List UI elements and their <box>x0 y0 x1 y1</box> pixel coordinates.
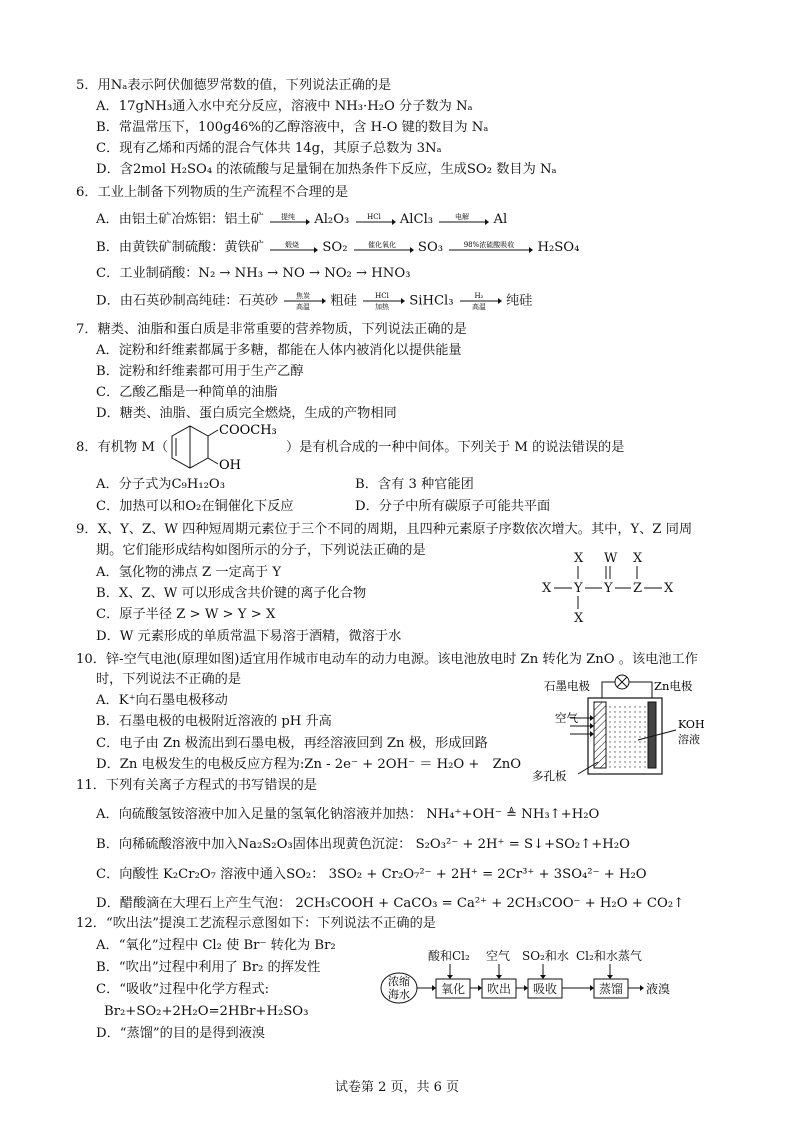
q12-input-3: SO₂和水 <box>522 949 569 963</box>
q6-b-arrow-2 <box>352 241 414 255</box>
q5-option-b: B．常温常压下，100g46%的乙醇溶液中，含 H-O 键的数目为 Nₐ <box>96 120 489 135</box>
q7-option-b: B．淀粉和纤维素都可用于生产乙醇 <box>96 364 304 379</box>
q10-label-solution: 溶液 <box>678 733 700 746</box>
q10-stem-1: 10．锌-空气电池(原理如图)适宜用作城市电动车的动力电源。该电池放电时 Zn 转化为 ZnO 。该电池工作 <box>76 652 698 667</box>
q11-option-d <box>96 894 684 914</box>
q6-d-label-top-1: 焦炭 <box>296 292 311 300</box>
q6-a-prefix: A．由铝土矿冶炼铝：铝土矿 <box>96 212 264 227</box>
q10-option-c: C．电子由 Zn 极流出到石墨电极，再经溶液回到 Zn 极，形成回路 <box>96 736 488 751</box>
q11-a-eq: NH₄⁺+OH⁻ ≜ NH₃↑+H₂O <box>426 807 600 822</box>
q11-a-text: A．向硫酸氢铵溶液中加入足量的氢氧化钠溶液并加热： <box>96 807 423 822</box>
q7-option-a: A．淀粉和纤维素都属于多糖，都能在人体内被消化以提供能量 <box>96 343 462 358</box>
q6-b-step-2: SO₃ <box>417 240 444 255</box>
q7-option-d: D．糖类、油脂、蛋白质完全燃烧，生成的产物相同 <box>96 406 397 421</box>
q8-option-b: B．含有 3 种官能团 <box>355 477 474 492</box>
q10-label-zn: Zn电极 <box>654 679 693 693</box>
q5-option-d: D．含2mol H₂SO₄ 的浓硫酸与足量铜在加热条件下反应，生成SO₂ 数目为 Nₐ <box>96 162 557 177</box>
q11-c-text: C．向酸性 K₂Cr₂O₇ 溶液中通入SO₂： <box>96 867 325 882</box>
q9-atom-x-top: X <box>574 551 584 566</box>
q6-b-prefix: B．由黄铁矿制硫酸：黄铁矿 <box>96 240 264 255</box>
q12-option-c-equation: Br₂+SO₂+2H₂O=2HBr+H₂SO₃ <box>104 1004 309 1019</box>
q6-b-step-3: H₂SO₄ <box>537 240 580 255</box>
q12-stem: 12．“吹出法”提溴工艺流程示意图如下：下列说法不正确的是 <box>76 916 436 931</box>
q10-label-air: 空气 <box>555 711 578 725</box>
q6-a-step-1: Al₂O₃ <box>314 212 350 227</box>
q12-step-4: 蒸馏 <box>598 982 624 996</box>
q8-stem-suffix: ）是有机合成的一种中间体。下列关于 M 的说法错误的是 <box>286 440 625 455</box>
q12-step-3: 吸收 <box>532 982 558 996</box>
q5-stem: 5．用Nₐ表示阿伏伽德罗常数的值，下列说法正确的是 <box>76 78 392 93</box>
q6-b-label-1: 煅烧 <box>285 240 300 249</box>
q6-d-arrow-2 <box>361 291 405 311</box>
q11-c-eq: 3SO₂ + Cr₂O₇²⁻ + 2H⁺ = 2Cr³⁺ + 3SO₄²⁻ + H₂O <box>328 867 647 882</box>
q12-end: 液溴 <box>646 982 671 996</box>
q7-option-c: C．乙酸乙酯是一种简单的油脂 <box>96 385 278 400</box>
q6-d-label-top-3: H₂ <box>474 292 484 300</box>
q6-option-c: C．工业制硝酸：N₂ → NH₃ → NO → NO₂ → HNO₃ <box>96 266 411 281</box>
q9-stem-1: 9．X、Y、Z、W 四种短周期元素位于三个不同的周期，且四种元素原子序数依次增大。其中，Y、Z 同周 <box>76 522 693 537</box>
q10-option-d: D．Zn 电极发生的电极反应方程为:Zn - 2e⁻ + 2OH⁻ ＝ H₂O + ZnO <box>96 757 522 772</box>
q7-stem: 7．糖类、油脂和蛋白质是非常重要的营养物质，下列说法正确的是 <box>76 322 467 337</box>
q9-atom-x-top-right: X <box>633 551 643 566</box>
q9-option-b: B．X、Z、W 可以形成含共价键的离子化合物 <box>96 586 367 601</box>
q6-a-step-3: Al <box>493 212 508 227</box>
q9-structure <box>538 548 688 626</box>
q6-stem: 6．工业上制备下列物质的生产流程不合理的是 <box>76 185 349 200</box>
q11-d-eq: 2CH₃COOH + CaCO₃ = Ca²⁺ + 2CH₃COO⁻ + H₂O + CO₂↑ <box>295 896 685 911</box>
q8-stem-prefix: 8．有机物 M（ <box>76 440 169 455</box>
q6-a-arrow-1 <box>268 213 310 227</box>
q11-b-eq: S₂O₃²⁻ + 2H⁺ = S↓+SO₂↑+H₂O <box>415 837 630 852</box>
q10-label-graphite: 石墨电极 <box>544 679 590 693</box>
q6-option-d <box>96 291 532 312</box>
q6-option-b <box>96 238 579 258</box>
q6-a-arrow-2 <box>354 213 396 227</box>
q6-b-label-3: 98%浓硫酸吸收 <box>463 240 515 249</box>
q6-b-arrow-3 <box>447 241 533 255</box>
q12-option-c: C．“吸收”过程中化学方程式: <box>96 982 270 997</box>
q12-step-1: 氧化 <box>440 982 466 996</box>
q9-atom-w-top: W <box>604 551 618 566</box>
q11-option-c <box>96 865 647 885</box>
q12-input-4: Cl₂和水蒸气 <box>576 949 642 963</box>
q12-option-a: A．“氧化”过程中 Cl₂ 使 Br⁻ 转化为 Br₂ <box>96 938 336 953</box>
q8-structure <box>160 418 290 474</box>
q6-d-label-bottom-3: 高温 <box>471 303 486 311</box>
q11-b-text: B．向稀硫酸溶液中加入Na₂S₂O₃固体出现黄色沉淀： <box>96 837 412 852</box>
q9-option-c: C．原子半径 Z > W > Y > X <box>96 607 276 622</box>
q10-label-koh: KOH <box>678 718 705 731</box>
q9-option-a: A．氢化物的沸点 Z 一定高于 Y <box>96 565 282 580</box>
q6-d-step-1: 粗硅 <box>330 293 357 309</box>
q8-option-c: C．加热可以和O₂在铜催化下反应 <box>96 499 294 514</box>
q6-a-label-3: 电解 <box>455 212 470 221</box>
q8-option-a: A．分子式为C₉H₁₂O₃ <box>96 477 226 492</box>
q6-a-step-2: AlCl₃ <box>399 212 434 227</box>
q9-option-d: D．W 元素形成的单质常温下易溶于酒精，微溶于水 <box>96 629 402 644</box>
q12-step-2: 吹出 <box>486 982 512 996</box>
q6-d-prefix: D．由石英砂制高纯硅：石英砂 <box>96 293 279 309</box>
q6-d-step-2: SiHCl₃ <box>409 293 454 309</box>
q6-b-arrow-1 <box>268 241 318 255</box>
q6-b-step-1: SO₂ <box>322 240 348 255</box>
q8-option-d: D．分子中所有碳原子可能共平面 <box>355 499 551 514</box>
q6-d-label-bottom-2: 加热 <box>375 303 389 311</box>
q5-option-a: A．17gNH₃通入水中充分反应，溶液中 NH₃·H₂O 分子数为 Nₐ <box>96 99 473 114</box>
q12-input-2: 空气 <box>486 949 511 963</box>
q9-atom-x-left: X <box>542 581 552 596</box>
q6-d-step-3: 纯硅 <box>505 293 533 309</box>
q11-stem: 11．下列有关离子方程式的书写错误的是 <box>76 778 317 793</box>
q6-d-arrow-3 <box>458 291 502 311</box>
q6-d-label-bottom-1: 高温 <box>296 303 311 311</box>
q10-option-b: B．石墨电极的电极附近溶液的 pH 升高 <box>96 714 332 729</box>
q10-battery-diagram <box>528 670 720 785</box>
q9-atom-y-2: Y <box>604 581 613 596</box>
q11-option-a <box>96 805 599 825</box>
q12-flow-diagram <box>378 948 694 1006</box>
q12-input-1: 酸和Cl₂ <box>428 949 470 963</box>
q5-option-c: C．现有乙烯和丙烯的混合气体共 14g，其原子总数为 3Nₐ <box>96 141 442 156</box>
q8-struct-cooch3: COOCH₃ <box>219 423 277 438</box>
q12-start-1: 浓缩 <box>388 975 410 988</box>
q6-a-arrow-3 <box>437 213 489 227</box>
q12-option-d: D．“蒸馏”的目的是得到液溴 <box>96 1026 266 1041</box>
q9-atom-x-right: X <box>664 581 674 596</box>
q9-atom-y-1: Y <box>574 581 583 596</box>
q6-d-label-top-2: HCl <box>375 292 389 300</box>
q11-d-text: D．醋酸滴在大理石上产生气泡： <box>96 896 292 911</box>
q6-a-label-2: HCl <box>366 212 381 221</box>
q10-option-a: A．K⁺向石墨电极移动 <box>96 693 228 708</box>
q8-struct-oh: OH <box>219 458 241 473</box>
q6-d-arrow-1 <box>282 291 326 311</box>
q9-atom-x-bottom: X <box>574 611 584 626</box>
q11-option-b <box>96 835 630 855</box>
q6-b-label-2: 催化氧化 <box>367 240 396 249</box>
q6-a-label-1: 提纯 <box>280 212 295 221</box>
page-footer: 试卷第 2 页，共 6 页 <box>334 1080 460 1095</box>
q9-atom-z: Z <box>633 581 643 596</box>
q9-stem-2: 期。它们能形成结构如图所示的分子，下列说法正确的是 <box>96 543 426 558</box>
q10-label-porous: 多孔板 <box>532 769 567 783</box>
q10-stem-2: 时，下列说法不正确的是 <box>96 672 242 687</box>
q12-start-2: 海水 <box>388 988 410 1001</box>
q6-option-a <box>96 210 507 230</box>
q12-option-b: B．“吹出”过程中利用了 Br₂ 的挥发性 <box>96 960 321 975</box>
